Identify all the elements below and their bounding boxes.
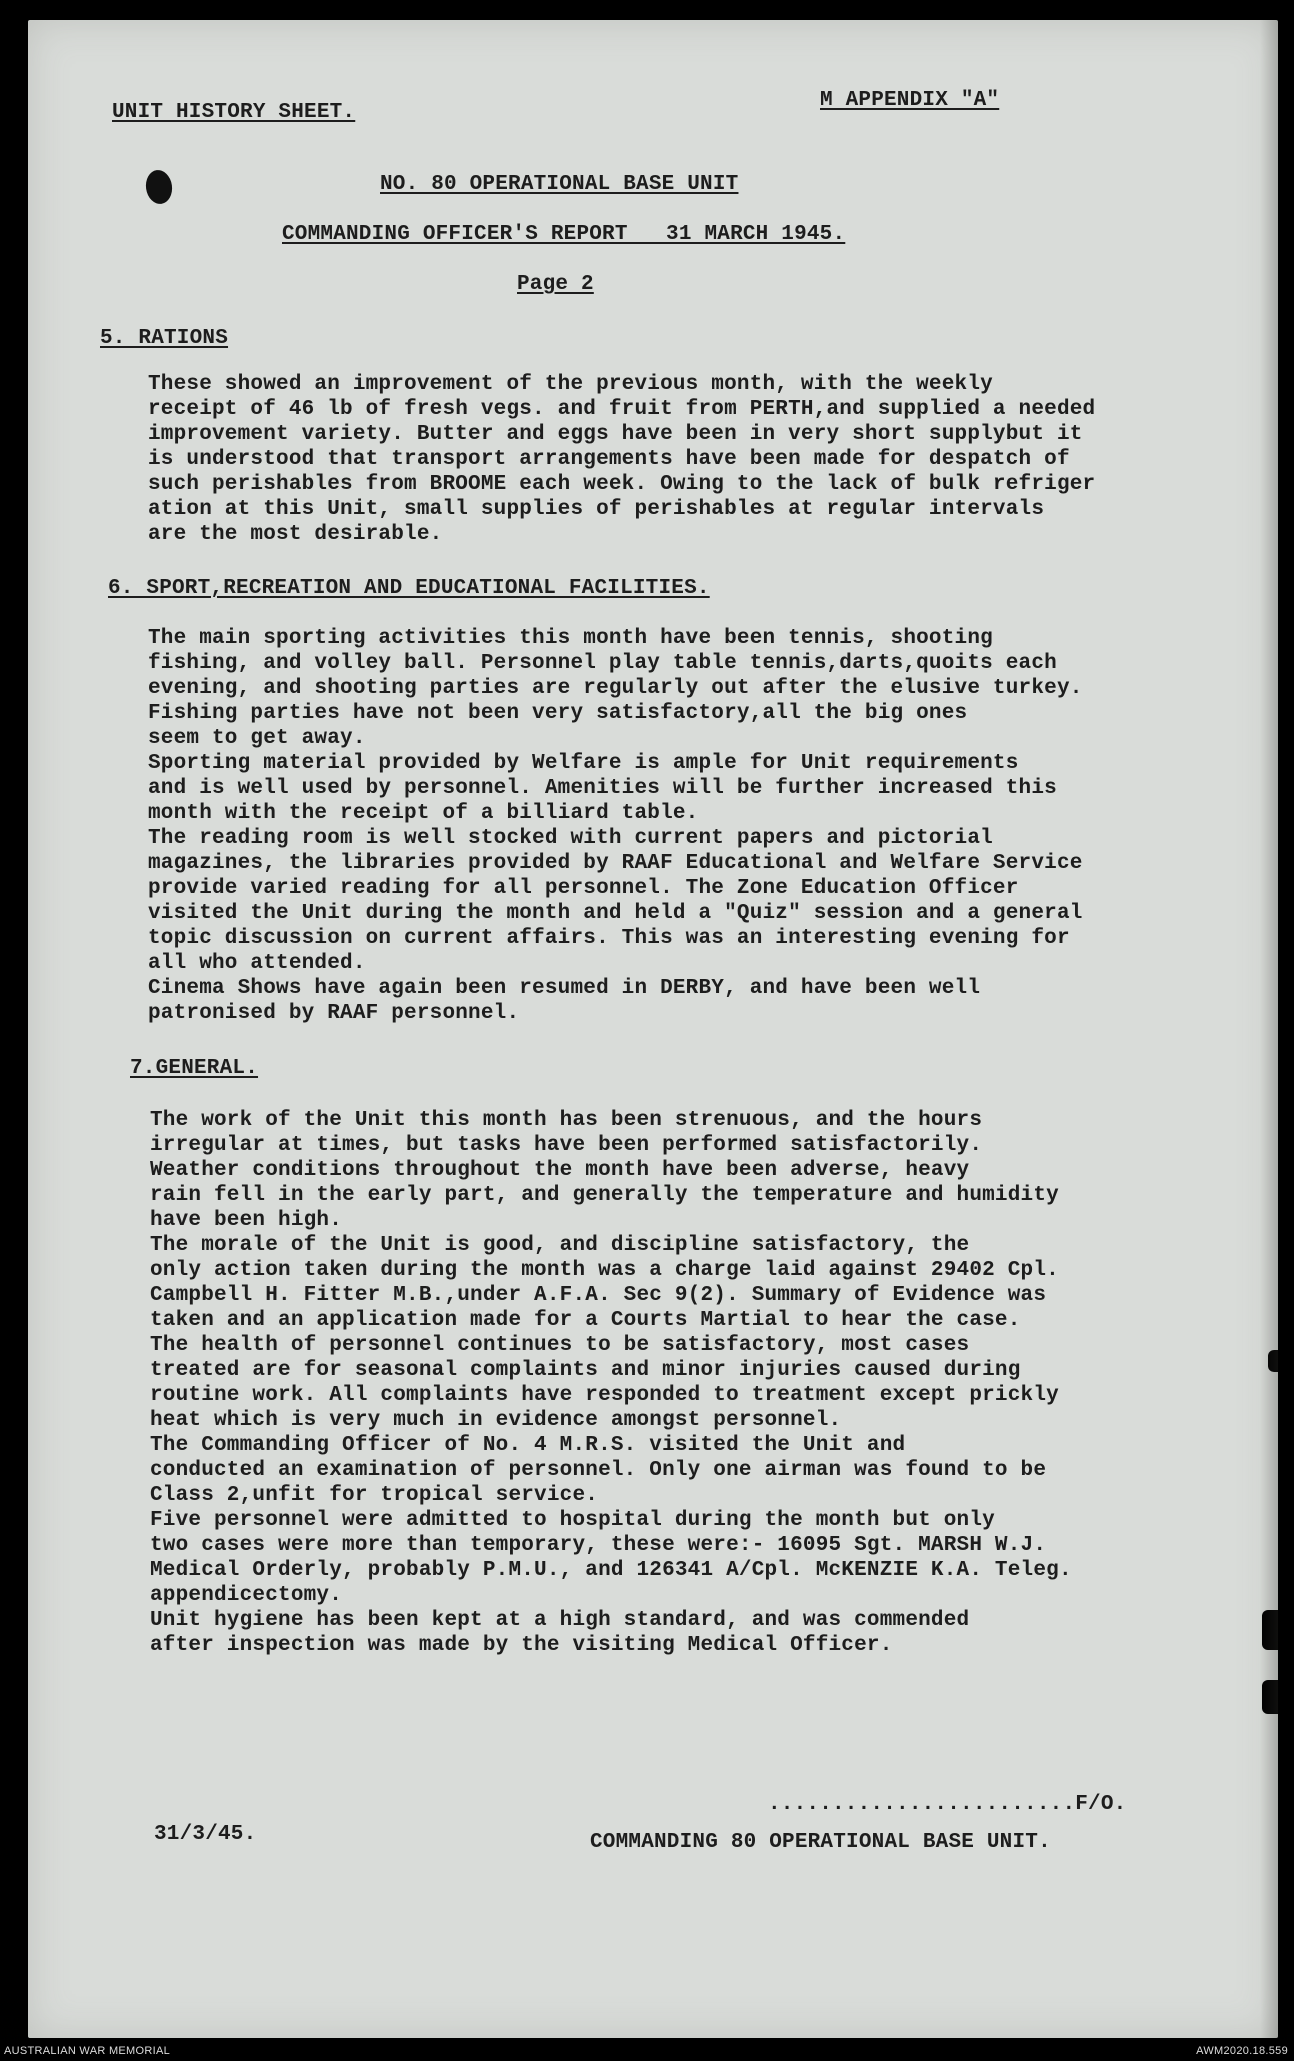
footer-institution: AUSTRALIAN WAR MEMORIAL	[4, 2045, 171, 2057]
report-date: 31/3/45.	[154, 1823, 257, 1846]
header-unit-history-sheet: UNIT HISTORY SHEET.	[112, 101, 356, 124]
paper-tear	[1262, 1610, 1278, 1650]
document-title-report: COMMANDING OFFICER'S REPORT 31 MARCH 1945.	[282, 223, 846, 246]
section-heading-rations: 5. RATIONS	[100, 327, 229, 350]
section-body-rations: These showed an improvement of the previous month, with the weekly receipt of 46 lb of fresh vegs. and fruit from PERTH,and supplied a needed improvement variety. Butter and eggs have been in very short supplybut it is understood that transport arrangements have been made for despatch of such perishables from BROOME each week. Owing to the lack of bulk refriger ation at this Unit, small supplies of perishables at regular intervals are the most desirable.	[148, 373, 1096, 546]
section-body-general: The work of the Unit this month has been strenuous, and the hours irregular at times, but tasks have been performed satisfactorily. Weather conditions throughout the month have been adverse, heavy rain fell in the early part, and generally the temperature and humidity have been high. The morale of the Unit is good, and discipline satisfactory, the only action taken during the month was a charge laid against 29402 Cpl. Campbell H. Fitter M.B.,under A.F.A. Sec 9(2). Summary of Evidence was taken and an application made for a Courts Martial to hear the case. The health of personnel continues to be satisfactory, most cases treated are for seasonal complaints and minor injuries caused during routine work. All complaints have responded to treatment except prickly heat which is very much in evidence amongst personnel. The Commanding Officer of No. 4 M.R.S. visited the Unit and conducted an examination of personnel. Only one airman was found to be Class 2,unfit for tropical service. Five personnel were admitted to hospital during the month but only two cases were more than temporary, these were:- 16095 Sgt. MARSH W.J. Medical Orderly, probably P.M.U., and 126341 A/Cpl. McKENZIE K.A. Teleg. appendicectomy. Unit hygiene has been kept at a high standard, and was commended after inspection was made by the visiting Medical Officer.	[150, 1109, 1072, 1657]
signature-title: COMMANDING 80 OPERATIONAL BASE UNIT.	[590, 1831, 1051, 1854]
punch-hole	[144, 168, 174, 205]
section-heading-general: 7.GENERAL.	[130, 1057, 259, 1080]
footer-catalogue-id: AWM2020.18.559	[1196, 2045, 1288, 2057]
document-page	[28, 20, 1278, 2038]
page-number: Page 2	[517, 273, 594, 296]
document-title-unit: NO. 80 OPERATIONAL BASE UNIT	[380, 173, 739, 196]
section-body-sport: The main sporting activities this month have been tennis, shooting fishing, and volley ball. Personnel play table tennis,darts,quoits each evening, and shooting parties are regularly out after the elusive turkey. Fishing parties have not been very satisfactory,all the big ones seem to get away. Sporting material provided by Welfare is ample for Unit requirements and is well used by personnel. Amenities will be further increased this month with the receipt of a billiard table. The reading room is well stocked with current papers and pictorial magazines, the libraries provided by RAAF Educational and Welfare Service provide varied reading for all personnel. The Zone Education Officer visited the Unit during the month and held a "Quiz" session and a general topic discussion on current affairs. This was an interesting evening for all who attended. Cinema Shows have again been resumed in DERBY, and have been well patronised by RAAF personnel.	[148, 627, 1083, 1025]
paper-tear	[1268, 1350, 1278, 1372]
section-heading-sport: 6. SPORT,RECREATION AND EDUCATIONAL FACILITIES.	[108, 577, 710, 600]
header-appendix: M APPENDIX "A"	[820, 89, 1000, 112]
paper-tear	[1262, 1680, 1278, 1714]
signature-line: ........................F/O.	[768, 1793, 1127, 1816]
